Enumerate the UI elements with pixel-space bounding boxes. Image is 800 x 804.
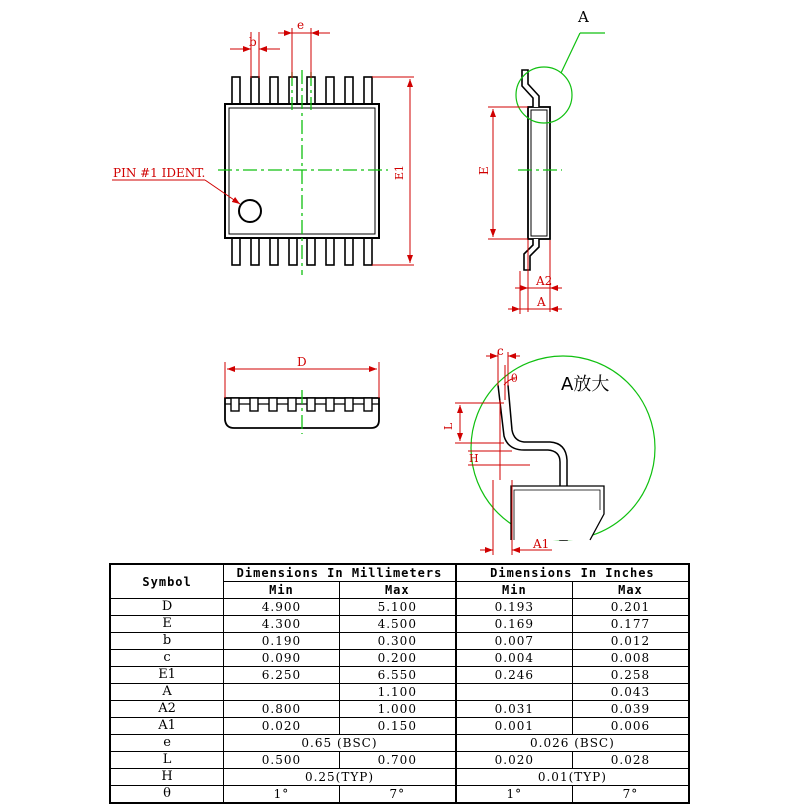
table-row: A1 0.020 0.150 0.001 0.006	[110, 718, 689, 735]
label-H: H	[469, 452, 479, 465]
header-in: Dimensions In Inches	[456, 564, 689, 582]
header-mm: Dimensions In Millimeters	[224, 564, 456, 582]
label-E: E	[477, 166, 491, 175]
label-A2: A2	[536, 274, 553, 288]
label-b: b	[249, 35, 257, 49]
detail-title: A放大	[561, 374, 610, 395]
label-pin1: PIN #1 IDENT.	[113, 166, 206, 180]
table-row: e 0.65 (BSC) 0.026 (BSC)	[110, 735, 689, 752]
label-theta: θ	[511, 372, 518, 385]
label-c: c	[497, 344, 504, 358]
dimensions-table	[109, 563, 690, 804]
table-row: E 4.300 4.500 0.169 0.177	[110, 616, 689, 633]
label-A1: A1	[533, 537, 550, 551]
label-e: e	[297, 18, 305, 32]
table-row: A2 0.800 1.000 0.031 0.039	[110, 701, 689, 718]
top-view	[112, 18, 414, 275]
pin1-dot	[239, 200, 261, 222]
header-symbol: Symbol	[110, 564, 224, 599]
table-row: A 1.100 0.043	[110, 684, 689, 701]
header-mm-max: Max	[339, 582, 456, 599]
table-row: L 0.500 0.700 0.020 0.028	[110, 752, 689, 769]
label-D: D	[297, 355, 307, 369]
header-in-max: Max	[572, 582, 689, 599]
table-row: b 0.190 0.300 0.007 0.012	[110, 633, 689, 650]
table-row: E1 6.250 6.550 0.246 0.258	[110, 667, 689, 684]
label-L: L	[442, 422, 455, 430]
header-mm-min: Min	[224, 582, 340, 599]
label-A: A	[537, 295, 546, 309]
side-view	[477, 8, 605, 314]
table-row: H 0.25(TYP) 0.01(TYP)	[110, 769, 689, 786]
header-in-min: Min	[456, 582, 573, 599]
label-E1: E1	[393, 164, 406, 180]
label-A-detail: A	[578, 8, 589, 26]
front-view	[225, 355, 379, 434]
table-row: c 0.090 0.200 0.004 0.008	[110, 650, 689, 667]
detail-view	[442, 344, 655, 555]
table-row: θ 1° 7° 1° 7°	[110, 786, 689, 804]
table-row: D 4.900 5.100 0.193 0.201	[110, 599, 689, 616]
